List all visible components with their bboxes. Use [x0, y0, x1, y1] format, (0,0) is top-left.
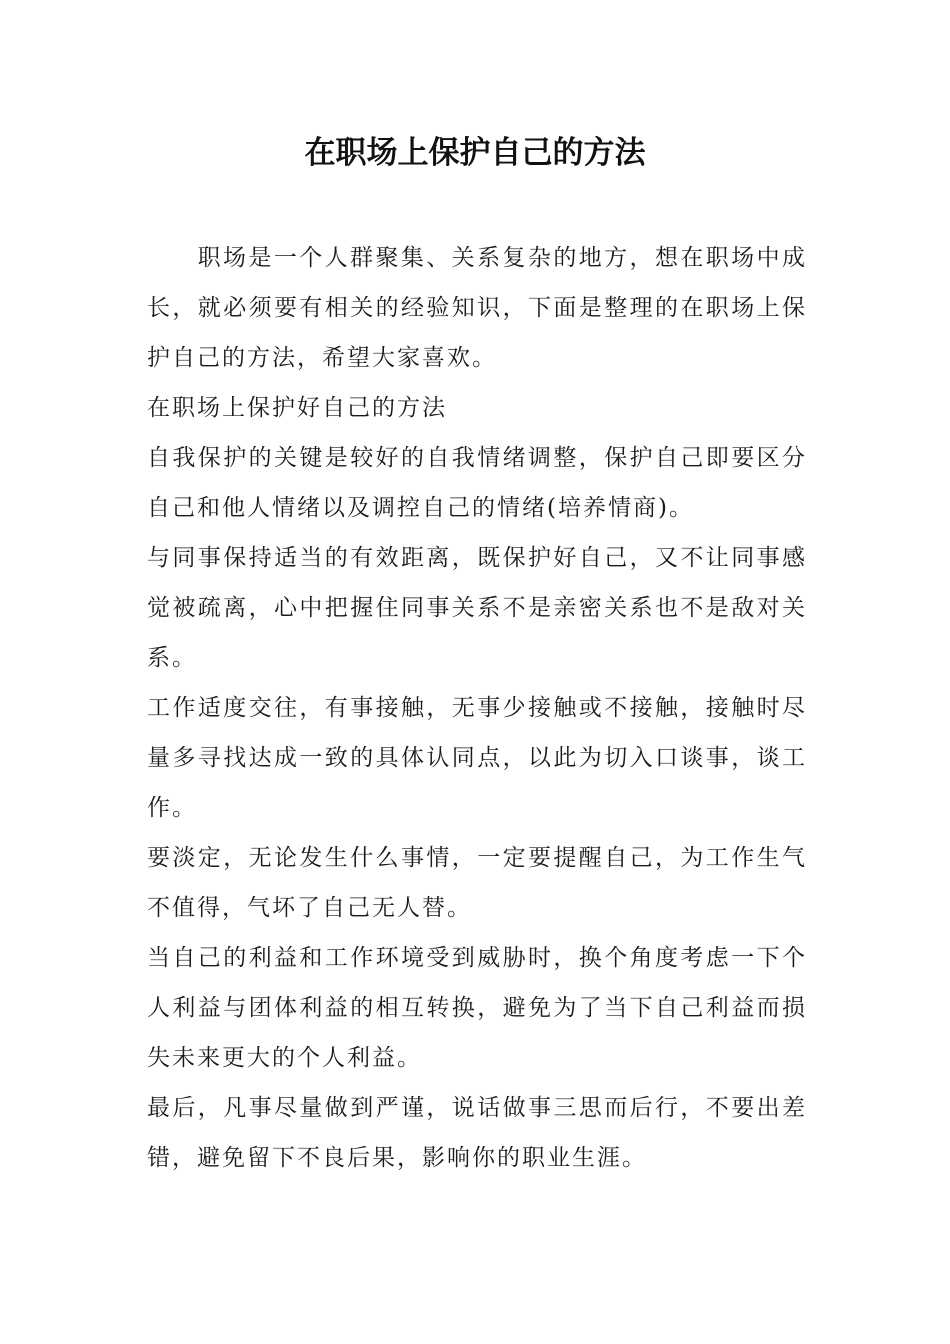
- document-title: 在职场上保护自己的方法: [304, 135, 646, 171]
- body-paragraph: 工作适度交往，有事接触，无事少接触或不接触，接触时尽量多寻找达成一致的具体认同点，以此为切入口谈事，谈工作。: [147, 695, 807, 821]
- body-paragraph: 要淡定，无论发生什么事情，一定要提醒自己，为工作生气不值得，气坏了自己无人替。: [147, 845, 807, 921]
- section-heading: 在职场上保护好自己的方法: [147, 395, 447, 421]
- document-body: [147, 233, 807, 1183]
- body-paragraph: 最后，凡事尽量做到严谨，说话做事三思而后行，不要出差错，避免留下不良后果，影响你的职业生涯。: [147, 1095, 807, 1171]
- intro-paragraph: 职场是一个人群聚集、关系复杂的地方，想在职场中成长，就必须要有相关的经验知识，下面是整理的在职场上保护自己的方法，希望大家喜欢。: [147, 245, 807, 371]
- body-paragraph: 与同事保持适当的有效距离，既保护好自己，又不让同事感觉被疏离，心中把握住同事关系不是亲密关系也不是敌对关系。: [147, 545, 807, 671]
- body-paragraph: 当自己的利益和工作环境受到威胁时，换个角度考虑一下个人利益与团体利益的相互转换，避免为了当下自己利益而损失未来更大的个人利益。: [147, 945, 807, 1071]
- body-paragraph: 自我保护的关键是较好的自我情绪调整，保护自己即要区分自己和他人情绪以及调控自己的情绪(培养情商)。: [147, 445, 807, 521]
